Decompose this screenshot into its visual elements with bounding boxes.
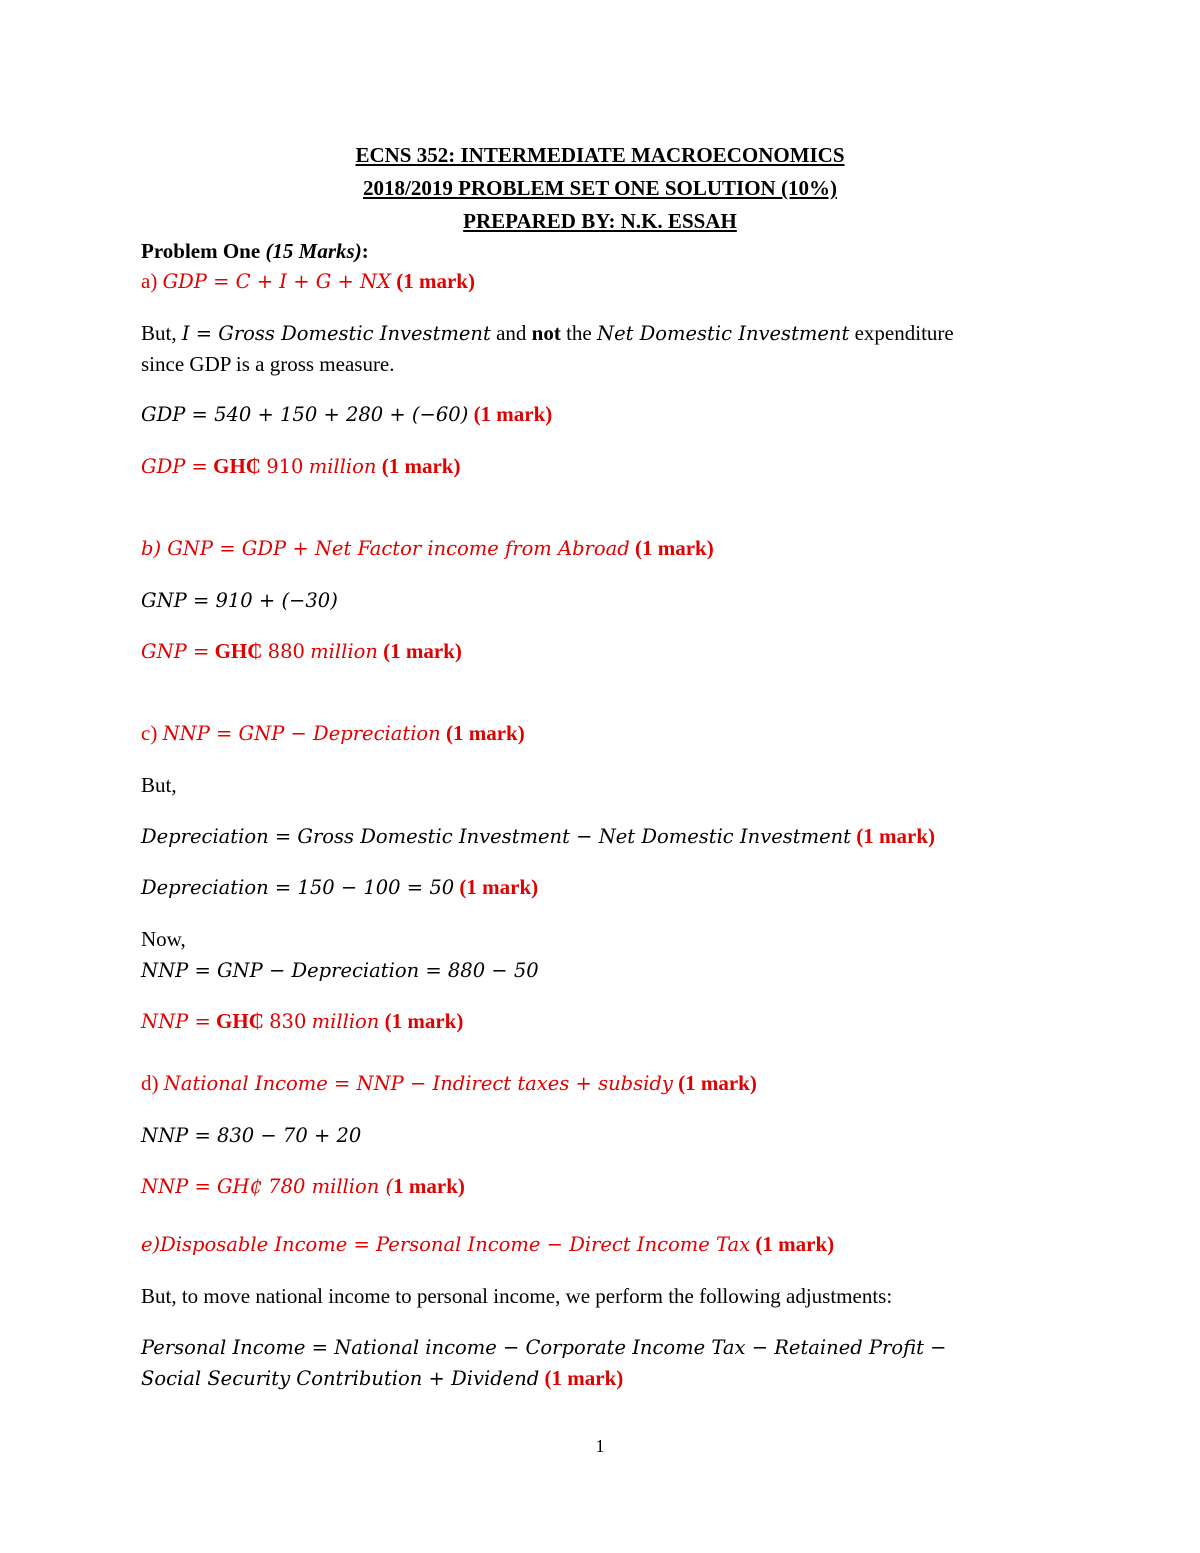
part-c-result-line bbox=[141, 1008, 463, 1035]
part-d-result-line bbox=[141, 1173, 465, 1200]
but-word: But, bbox=[141, 321, 177, 345]
author-line: PREPARED BY: N.K. ESSAH bbox=[463, 209, 737, 233]
personal-income-line-2 bbox=[141, 1365, 623, 1392]
course-title: ECNS 352: INTERMEDIATE MACROECONOMICS bbox=[355, 143, 845, 167]
mark: (1 mark) bbox=[634, 536, 714, 560]
gnp-calc: GNP = 910 + (−30) bbox=[141, 589, 338, 612]
gdp-result-lhs: GDP = bbox=[141, 455, 208, 478]
part-c-now: Now, bbox=[141, 927, 186, 951]
mark: (1 mark) bbox=[459, 875, 539, 899]
gdp-value: 910 bbox=[266, 455, 304, 478]
gnp-result-lhs: GNP = bbox=[141, 640, 210, 663]
i-definition: I = Gross Domestic Investment bbox=[181, 322, 491, 345]
part-b-result-line bbox=[141, 638, 462, 665]
part-c-dep-calc-line bbox=[141, 874, 538, 901]
mark: (1 mark) bbox=[544, 1366, 624, 1390]
and-word: and bbox=[496, 321, 527, 345]
million-word: million bbox=[308, 455, 377, 478]
nnp-value: 830 bbox=[269, 1010, 307, 1033]
personal-income-formula-1: Personal Income = National income − Corporate Income Tax − Retained Profit − bbox=[141, 1336, 947, 1359]
not-word: not bbox=[531, 321, 561, 345]
part-c-nnp-calc-line bbox=[141, 957, 539, 984]
personal-income-formula-2: Social Security Contribution + Dividend bbox=[141, 1367, 540, 1390]
mark: (1 mark) bbox=[678, 1071, 757, 1095]
the-word: the bbox=[566, 321, 592, 345]
part-e-formula: e)Disposable Income = Personal Income − Direct Income Tax bbox=[141, 1233, 751, 1256]
mark: (1 mark) bbox=[445, 721, 525, 745]
mark: 1 mark) bbox=[393, 1174, 465, 1198]
part-d-formula-line bbox=[141, 1070, 757, 1097]
part-d-calc-line bbox=[141, 1122, 361, 1149]
part-c-formula: NNP = GNP − Depreciation bbox=[162, 722, 441, 745]
mark: (1 mark) bbox=[856, 824, 936, 848]
problem-colon: : bbox=[361, 239, 369, 263]
problem-heading bbox=[141, 238, 369, 264]
million-word: million bbox=[310, 640, 378, 663]
problem-title: Problem One bbox=[141, 239, 261, 263]
part-a-formula-line bbox=[141, 268, 475, 295]
nnp-calc: NNP = GNP − Depreciation = 880 − 50 bbox=[141, 959, 539, 982]
mark: (1 mark) bbox=[383, 639, 462, 663]
mark: (1 mark) bbox=[384, 1009, 464, 1033]
problem-marks: (15 Marks) bbox=[265, 239, 362, 263]
mark: (1 mark) bbox=[381, 454, 461, 478]
currency: GH₵ bbox=[213, 454, 261, 478]
net-investment: Net Domestic Investment bbox=[597, 322, 850, 345]
expenditure-word: expenditure bbox=[854, 321, 954, 345]
part-a-since-line: since GDP is a gross measure. bbox=[141, 352, 395, 376]
part-b-calc-line bbox=[141, 587, 338, 614]
part-c-formula-line bbox=[141, 720, 525, 747]
nnp-result-lhs: NNP = bbox=[141, 1010, 211, 1033]
depreciation-definition: Depreciation = Gross Domestic Investment − Net Domestic Investment bbox=[141, 825, 852, 848]
part-c-label: c) bbox=[141, 721, 158, 745]
personal-income-line-1 bbox=[141, 1334, 947, 1361]
part-c-dep-def-line bbox=[141, 823, 935, 850]
mark: (1 mark) bbox=[755, 1232, 835, 1256]
part-a-formula: GDP = C + I + G + NX bbox=[162, 270, 391, 293]
problem-set-title: 2018/2019 PROBLEM SET ONE SOLUTION (10%) bbox=[363, 176, 837, 200]
depreciation-calc: Depreciation = 150 − 100 = 50 bbox=[141, 876, 455, 899]
mark: (1 mark) bbox=[473, 402, 553, 426]
part-b-formula-line bbox=[141, 535, 714, 562]
part-e-formula-line bbox=[141, 1231, 834, 1258]
part-a-calc-line bbox=[141, 401, 552, 428]
part-a-result-line bbox=[141, 453, 460, 480]
currency: GH₵ bbox=[216, 1009, 264, 1033]
part-a-label: a) bbox=[141, 269, 158, 293]
part-e-but-line: But, to move national income to personal income, we perform the following adjustments: bbox=[141, 1284, 893, 1308]
gnp-value: 880 bbox=[267, 640, 305, 663]
part-c-but: But, bbox=[141, 773, 177, 797]
mark: (1 mark) bbox=[396, 269, 475, 293]
page-number: 1 bbox=[595, 1436, 605, 1456]
currency: GH₵ bbox=[214, 639, 263, 663]
part-d-calc: NNP = 830 − 70 + 20 bbox=[141, 1124, 362, 1147]
gdp-calc: GDP = 540 + 150 + 280 + (−60) bbox=[141, 403, 469, 426]
part-d-result: NNP = GH₵ 780 million ( bbox=[141, 1175, 394, 1198]
part-a-but-line bbox=[141, 320, 954, 347]
part-d-formula: National Income = NNP − Indirect taxes + subsidy bbox=[163, 1072, 673, 1095]
million-word: million bbox=[311, 1010, 380, 1033]
part-d-label: d) bbox=[141, 1071, 159, 1095]
part-b-formula: b) GNP = GDP + Net Factor income from Abroad bbox=[141, 537, 630, 560]
